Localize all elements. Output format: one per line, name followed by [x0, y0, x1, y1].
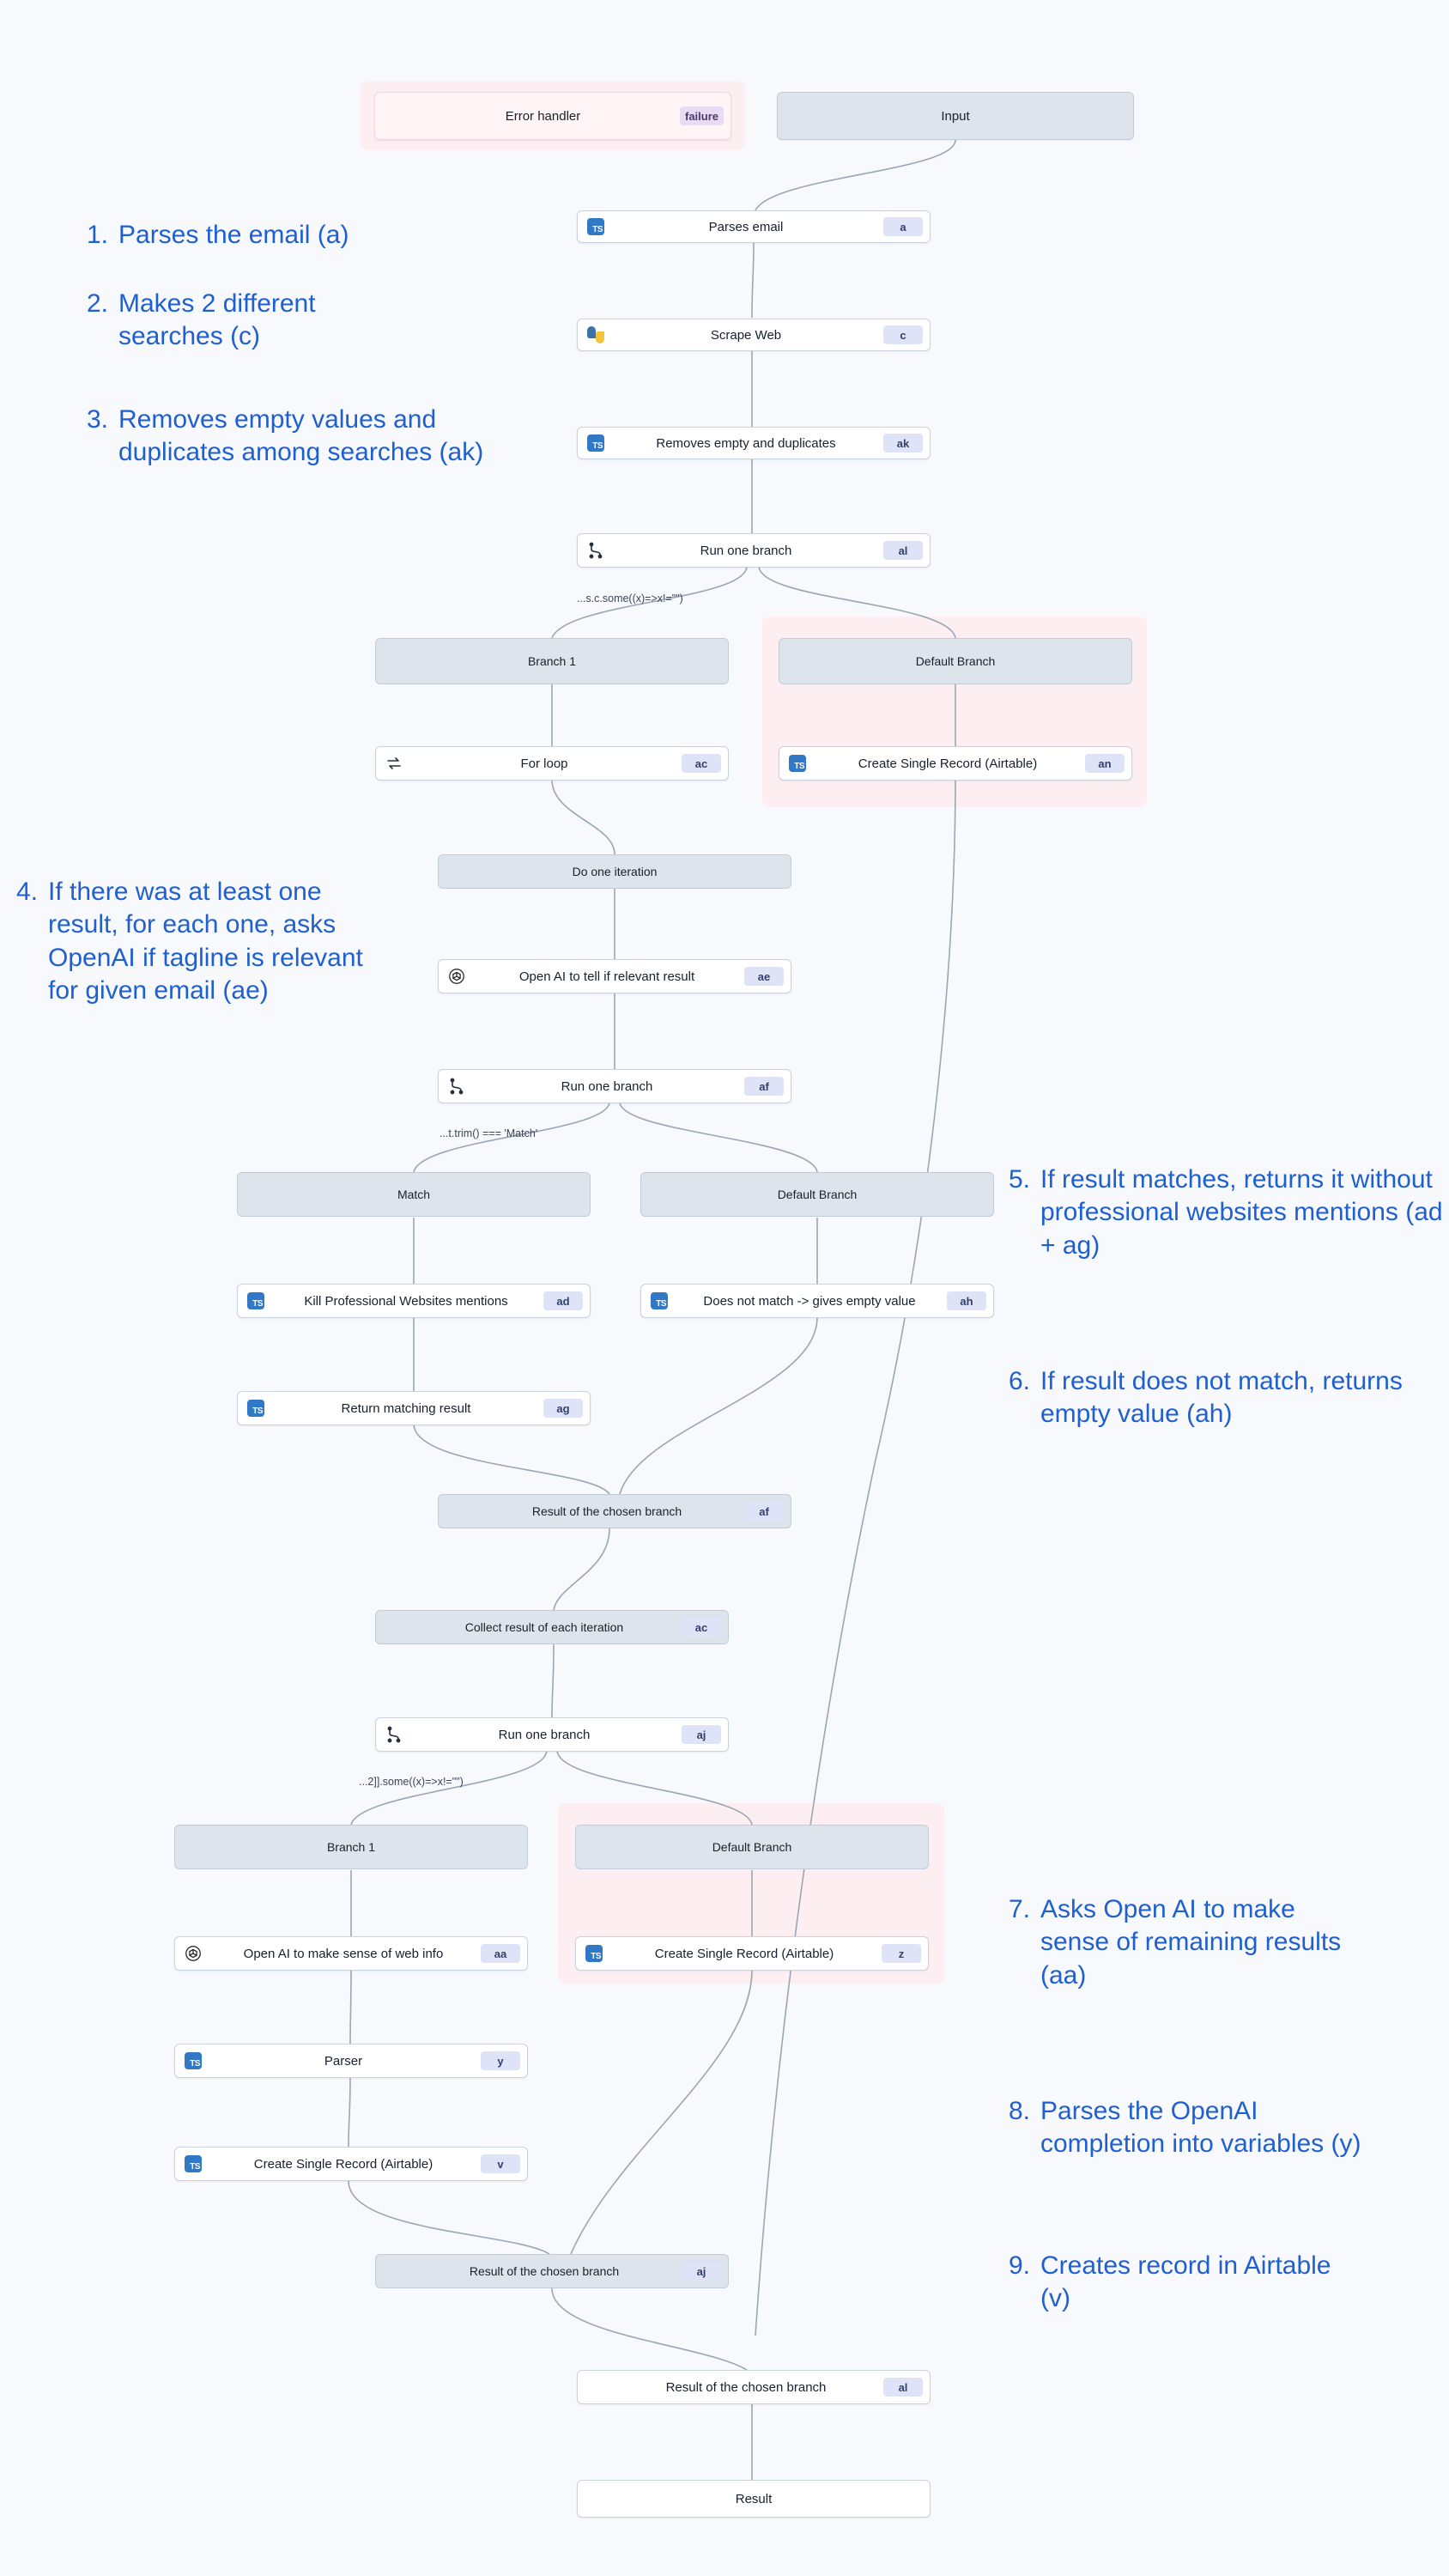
annotation-number: 9.	[1008, 2251, 1030, 2280]
node-match[interactable]	[237, 1172, 591, 1217]
node-label: Create Single Record (Airtable)	[654, 1946, 834, 1961]
node-label: Run one branch	[700, 543, 792, 558]
node-label: For loop	[520, 756, 568, 771]
annotation-number: 3.	[86, 405, 108, 434]
node-label: Input	[941, 108, 970, 124]
annotation-text: If result does not match, returns empty value (ah)	[1040, 1367, 1403, 1429]
annotation-4	[12, 876, 415, 1008]
annotation-1	[82, 219, 529, 252]
node-label: Parses email	[708, 219, 784, 234]
node-for-loop[interactable]	[375, 746, 729, 781]
typescript-icon: TS	[785, 755, 810, 772]
node-tag: af	[744, 1077, 784, 1096]
node-tag: c	[883, 325, 923, 344]
node-tag: y	[481, 2051, 520, 2070]
branch-icon	[444, 1078, 470, 1095]
node-run-one-branch-af[interactable]	[438, 1069, 791, 1103]
annotation-number: 6.	[1008, 1367, 1030, 1395]
annotation-text: If result matches, returns it without professional websites mentions (ad + ag)	[1040, 1165, 1443, 1260]
node-default-branch-an[interactable]	[779, 638, 1132, 684]
annotation-6	[1004, 1365, 1434, 1431]
annotation-7	[1004, 1893, 1382, 1992]
annotation-text: Parses the OpenAI completion into variables (y)	[1040, 2097, 1361, 2159]
node-tag: ag	[543, 1399, 583, 1418]
node-default-branch-z[interactable]	[575, 1825, 929, 1869]
loop-icon	[381, 755, 407, 772]
typescript-icon: TS	[243, 1292, 269, 1309]
node-tag: aj	[682, 1725, 721, 1744]
node-label: Run one branch	[561, 1078, 653, 1094]
node-label: Open AI to make sense of web info	[243, 1946, 444, 1961]
node-kill-professional-websites-mentions[interactable]	[237, 1284, 591, 1318]
node-tag: ac	[682, 754, 721, 773]
annotation-5	[1004, 1163, 1449, 1262]
annotation-2	[82, 288, 426, 354]
typescript-icon: TS	[180, 2155, 206, 2172]
node-tag: failure	[680, 106, 724, 125]
node-tag: ak	[883, 434, 923, 453]
node-label: Open AI to tell if relevant result	[518, 969, 695, 984]
annotation-number: 4.	[15, 878, 38, 906]
python-icon	[583, 326, 609, 343]
node-tag: ad	[543, 1291, 583, 1310]
node-run-one-branch-al[interactable]	[577, 533, 931, 568]
node-label: Result of the chosen branch	[531, 1504, 682, 1518]
node-run-one-branch-aj[interactable]	[375, 1717, 729, 1752]
node-label: Collect result of each iteration	[464, 1620, 624, 1634]
node-result[interactable]	[577, 2480, 931, 2518]
node-label: Result	[735, 2491, 773, 2506]
node-tag: aj	[682, 2262, 721, 2281]
node-label: Parser	[324, 2053, 363, 2069]
annotation-text: Creates record in Airtable (v)	[1040, 2251, 1331, 2313]
annotation-number: 2.	[86, 289, 108, 318]
node-label: Kill Professional Websites mentions	[304, 1293, 508, 1309]
node-create-single-record-z[interactable]	[575, 1936, 929, 1971]
node-parser[interactable]	[174, 2044, 528, 2078]
node-label: Branch 1	[527, 654, 577, 668]
annotation-number: 1.	[86, 221, 108, 249]
node-openai-relevant-result[interactable]	[438, 959, 791, 993]
annotation-number: 7.	[1008, 1895, 1030, 1923]
branch-icon	[381, 1726, 407, 1743]
annotation-text: If there was at least one result, for each one, asks OpenAI if tagline is relevant for given email (ae)	[48, 878, 363, 1005]
typescript-icon: TS	[180, 2052, 206, 2069]
openai-icon	[180, 1944, 206, 1963]
typescript-icon: TS	[581, 1945, 607, 1962]
annotation-3	[82, 404, 512, 470]
node-tag: ah	[947, 1291, 986, 1310]
node-openai-make-sense-of-web-info[interactable]	[174, 1936, 528, 1971]
node-label: Default Branch	[712, 1840, 792, 1854]
node-tag: a	[883, 217, 923, 236]
annotation-text: Parses the email (a)	[118, 221, 349, 249]
node-label: Removes empty and duplicates	[656, 435, 836, 451]
node-create-single-record-v[interactable]	[174, 2147, 528, 2181]
node-do-one-iteration[interactable]	[438, 854, 791, 889]
edge-condition-al: ...s.c.some((x)=>x!="")	[577, 592, 683, 605]
node-label: Default Branch	[777, 1188, 858, 1201]
node-error-handler[interactable]	[374, 92, 731, 140]
node-input[interactable]	[777, 92, 1134, 140]
edge-condition-af: ...t.trim() === 'Match'	[440, 1127, 538, 1139]
node-label: Run one branch	[498, 1727, 591, 1742]
annotation-text: Makes 2 different searches (c)	[118, 289, 316, 351]
node-label: Default Branch	[915, 654, 996, 668]
node-label: Create Single Record (Airtable)	[253, 2156, 433, 2172]
node-tag: af	[744, 1502, 784, 1521]
node-parses-email[interactable]	[577, 210, 931, 243]
node-return-matching-result[interactable]	[237, 1391, 591, 1425]
typescript-icon: TS	[646, 1292, 672, 1309]
node-branch-1-bottom[interactable]	[174, 1825, 528, 1869]
node-branch-1-top[interactable]	[375, 638, 729, 684]
node-label: Branch 1	[326, 1840, 376, 1854]
node-label: Scrape Web	[710, 327, 782, 343]
node-label: Return matching result	[341, 1400, 471, 1416]
annotation-9	[1004, 2250, 1365, 2316]
node-label: Create Single Record (Airtable)	[858, 756, 1038, 771]
node-tag: ae	[744, 967, 784, 986]
node-tag: z	[882, 1944, 921, 1963]
node-label: Match	[397, 1188, 431, 1201]
node-label: Does not match -> gives empty value	[703, 1293, 916, 1309]
node-tag: aa	[481, 1944, 520, 1963]
typescript-icon: TS	[583, 218, 609, 235]
node-tag: al	[883, 541, 923, 560]
node-does-not-match[interactable]	[640, 1284, 994, 1318]
node-label: Result of the chosen branch	[469, 2264, 620, 2278]
node-result-of-chosen-branch-af[interactable]	[438, 1494, 791, 1528]
node-tag: an	[1085, 754, 1125, 773]
typescript-icon: TS	[583, 434, 609, 452]
node-default-branch-ah[interactable]	[640, 1172, 994, 1217]
node-collect-result-of-each-iteration[interactable]	[375, 1610, 729, 1644]
node-tag: ac	[682, 1618, 721, 1637]
node-removes-empty-and-duplicates[interactable]	[577, 427, 931, 459]
node-create-single-record-an[interactable]	[779, 746, 1132, 781]
annotation-number: 5.	[1008, 1165, 1030, 1194]
annotation-number: 8.	[1008, 2097, 1030, 2125]
node-label: Error handler	[505, 108, 581, 124]
branch-icon	[583, 542, 609, 559]
node-result-of-chosen-branch-aj[interactable]	[375, 2254, 729, 2288]
node-tag: al	[883, 2378, 923, 2397]
node-scrape-web[interactable]	[577, 319, 931, 351]
node-label: Result of the chosen branch	[665, 2379, 827, 2395]
node-tag: v	[481, 2154, 520, 2173]
openai-icon	[444, 967, 470, 986]
node-label: Do one iteration	[572, 865, 658, 878]
typescript-icon: TS	[243, 1400, 269, 1417]
edge-condition-aj: ...2]].some((x)=>x!="")	[359, 1776, 464, 1788]
node-result-of-chosen-branch-al[interactable]	[577, 2370, 931, 2404]
annotation-8	[1004, 2095, 1408, 2161]
annotation-text: Asks Open AI to make sense of remaining results (aa)	[1040, 1895, 1342, 1990]
annotation-text: Removes empty values and duplicates among searches (ak)	[118, 405, 484, 467]
